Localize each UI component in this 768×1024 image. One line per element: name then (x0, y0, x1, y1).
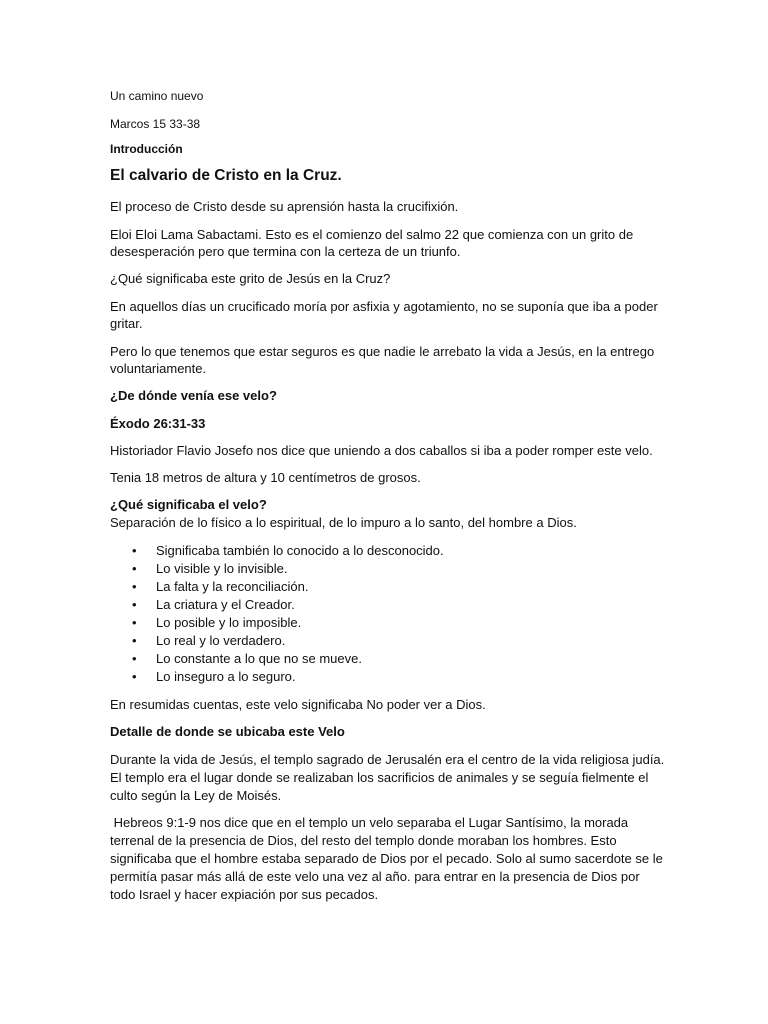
paragraph-templo-line1: Durante la vida de Jesús, el templo sagrado de Jerusalén era el centro de la vida religiosa judía. (110, 752, 665, 767)
paragraph-process: El proceso de Cristo desde su aprensión hasta la crucifixión. (110, 199, 459, 214)
paragraph-templo-line3: culto según la Ley de Moisés. (110, 788, 282, 803)
list-item: • Lo constante a lo que no se mueve. (132, 651, 362, 666)
bullet-icon: • (132, 651, 137, 666)
bullet-icon: • (132, 669, 137, 684)
paragraph-seguros-line2: voluntariamente. (110, 361, 207, 376)
paragraph-hebreos-line5: todo Israel y hacer expiación por sus pecados. (110, 887, 379, 902)
bullet-icon: • (132, 579, 137, 594)
scripture-reference: Marcos 15 33-38 (110, 117, 201, 131)
bullet-icon: • (132, 543, 137, 558)
paragraph-hebreos-line4: permitía pasar más allá de este velo una vez al año. para entrar en la presencia de Dios por (110, 869, 640, 884)
bullet-icon: • (132, 615, 137, 630)
paragraph-altura: Tenia 18 metros de altura y 10 centímetros de grosos. (110, 470, 421, 485)
paragraph-resumen: En resumidas cuentas, este velo significaba No poder ver a Dios. (110, 697, 486, 712)
paragraph-eloi-line2: desesperación pero que termina con la certeza de un triunfo. (110, 244, 461, 259)
paragraph-asfixia-line2: gritar. (110, 316, 143, 331)
list-item: • Lo visible y lo invisible. (132, 561, 288, 576)
section-label-introduction: Introducción (110, 142, 183, 156)
doc-title-line: Un camino nuevo (110, 89, 204, 103)
paragraph-hebreos-line3: significaba que el hombre estaba separado de Dios por el pecado. Solo al sumo sacerdote se le (110, 851, 663, 866)
list-item: • La falta y la reconciliación. (132, 579, 309, 594)
list-item: • La criatura y el Creador. (132, 597, 295, 612)
paragraph-asfixia-line1: En aquellos días un crucificado moría por asfixia y agotamiento, no se suponía que iba a poder (110, 299, 658, 314)
bullet-icon: • (132, 561, 137, 576)
paragraph-separacion: Separación de lo físico a lo espiritual, de lo impuro a lo santo, del hombre a Dios. (110, 515, 577, 530)
list-item: • Lo inseguro a lo seguro. (132, 669, 296, 684)
paragraph-hebreos-line2: terrenal de la presencia de Dios, del resto del templo donde moraban los hombres. Esto (110, 833, 617, 848)
paragraph-templo-line2: El templo era el lugar donde se realizaban los sacrificios de animales y se seguía fielmente el (110, 770, 649, 785)
bullet-icon: • (132, 633, 137, 648)
scripture-exodo: Éxodo 26:31-33 (110, 416, 206, 431)
list-item: • Lo posible y lo imposible. (132, 615, 302, 630)
bullet-list (110, 542, 670, 686)
list-item: • Significaba también lo conocido a lo desconocido. (132, 543, 444, 558)
paragraph-hebreos-line1: Hebreos 9:1-9 nos dice que en el templo un velo separaba el Lugar Santísimo, la morada (110, 815, 629, 830)
bullet-icon: • (132, 597, 137, 612)
question-significado-velo: ¿Qué significaba el velo? (110, 497, 267, 512)
paragraph-eloi-line1: Eloi Eloi Lama Sabactami. Esto es el comienzo del salmo 22 que comienza con un grito de (110, 227, 634, 242)
list-item: • Lo real y lo verdadero. (132, 633, 286, 648)
section-heading-detalle: Detalle de donde se ubicaba este Velo (110, 724, 345, 739)
paragraph-josefo: Historiador Flavio Josefo nos dice que uniendo a dos caballos si iba a poder romper este velo. (110, 443, 653, 458)
question-velo-origen: ¿De dónde venía ese velo? (110, 388, 277, 403)
paragraph-seguros-line1: Pero lo que tenemos que estar seguros es que nadie le arrebato la vida a Jesús, en la entrego (110, 344, 655, 359)
page-heading: El calvario de Cristo en la Cruz. (110, 167, 342, 184)
question-grito: ¿Qué significaba este grito de Jesús en la Cruz? (110, 271, 391, 286)
